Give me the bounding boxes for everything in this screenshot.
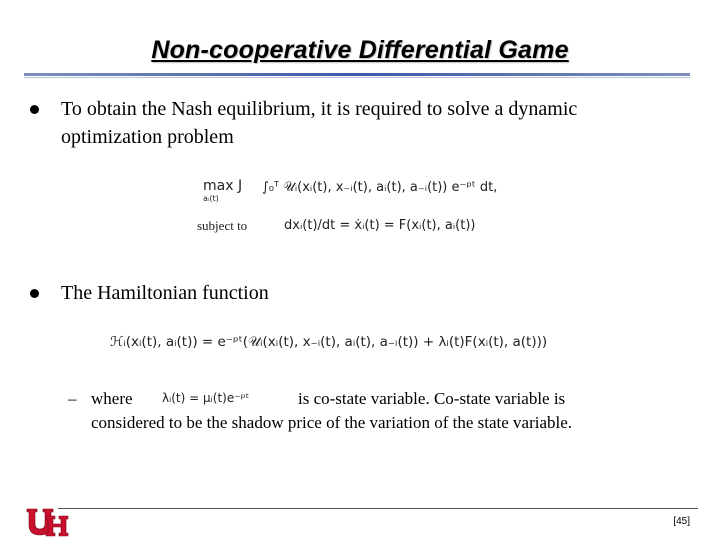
- page-number: [45]: [673, 516, 690, 527]
- sub-bullet-dash: –: [68, 389, 77, 408]
- title-divider-shadow: [24, 77, 690, 78]
- bullet-2-line-1: The Hamiltonian function: [61, 282, 269, 304]
- bullet-1-line-1: To obtain the Nash equilibrium, it is required to solve a dynamic: [61, 98, 578, 120]
- bullet-dot-icon: [30, 105, 39, 114]
- hamiltonian-equation: ℋᵢ(xᵢ(t), aᵢ(t)) = e⁻ᵖᵗ(𝒰ᵢ(xᵢ(t), x₋ᵢ(t), aᵢ(t), a₋ᵢ(t)) + λᵢ(t)F(xᵢ(t), a(t))): [110, 334, 548, 350]
- title-divider: [24, 73, 690, 76]
- sub-bullet-text-2: considered to be the shadow price of the variation of the state variable.: [91, 413, 573, 432]
- sub-bullet-where: where: [91, 389, 133, 408]
- objective-integral: ∫₀ᵀ 𝒰ᵢ(xᵢ(t), x₋ᵢ(t), aᵢ(t), a₋ᵢ(t)) e⁻ᵖᵗ dt,: [262, 180, 498, 195]
- max-subscript: aᵢ(t): [203, 194, 219, 203]
- bullet-dot-icon: [30, 289, 39, 298]
- university-logo-icon: [26, 507, 70, 537]
- subject-to-label: subject to: [197, 218, 248, 233]
- max-objective-label: max J: [203, 178, 243, 194]
- slide-title: Non-cooperative Differential Game: [151, 36, 569, 64]
- costate-equation: λᵢ(t) = μᵢ(t)e⁻ᵖᵗ: [162, 391, 250, 405]
- sub-bullet-text-1: is co-state variable. Co-state variable is: [298, 389, 566, 408]
- bullet-1-line-2: optimization problem: [61, 126, 234, 148]
- footer-divider: [58, 508, 698, 509]
- state-constraint: dxᵢ(t)/dt = ẋᵢ(t) = F(xᵢ(t), aᵢ(t)): [284, 218, 476, 233]
